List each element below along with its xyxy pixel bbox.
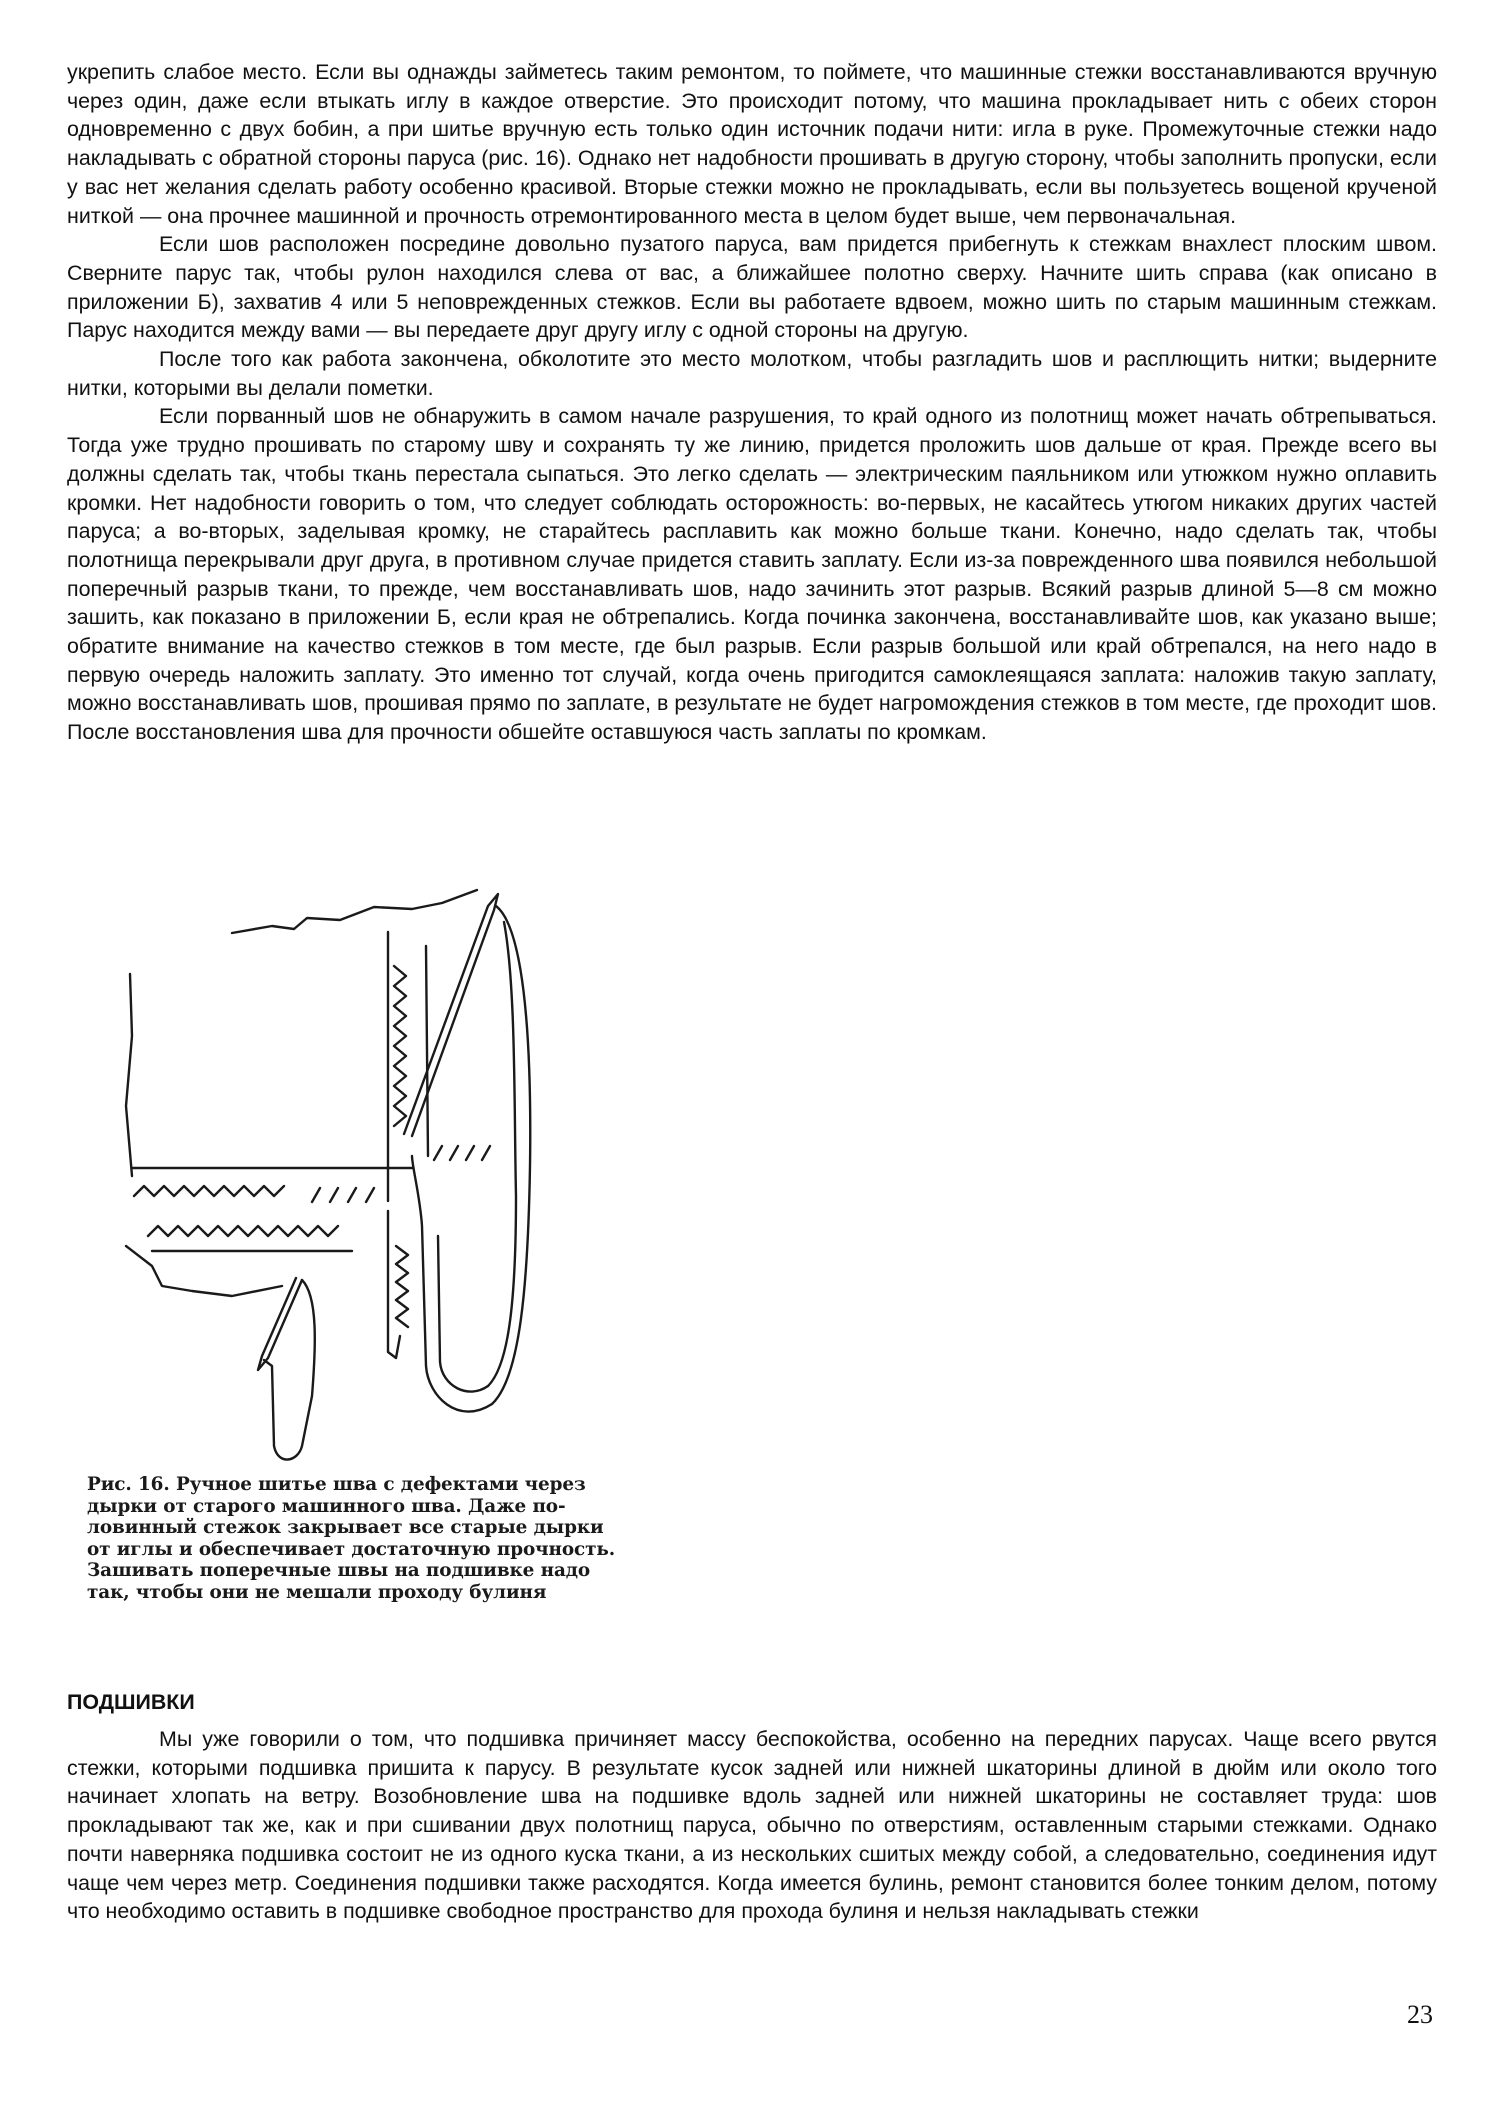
top-text-block [67,58,1437,747]
figure-16-illustration [112,866,712,1471]
page-number: 23 [1407,2000,1433,2029]
zigzag-stitch-lower [396,1246,408,1327]
document-page [67,58,1437,2098]
paragraph-1: укрепить слабое место. Если вы однажды займетесь таким ремонтом, то поймете, что машинные стежки восстанавливаются вручную через один, даже если втыкать иглу в каждое отверстие. Это происходит потому, что машина прокладывает нить с обеих сторон одновременно с двух бобин, а при шитье вручную есть только один источник подачи нити: игла в руке. Промежуточные стежки надо накладывать с обратной стороны паруса (рис. 16). Однако нет надобности прошивать в другую сторону, чтобы заполнить пропуски, если у вас нет желания сделать работу особенно красивой. Вторые стежки можно не прокладывать, если вы пользуетесь вощеной крученой ниткой — она прочнее машинной и прочность отремонтированного места в целом будет выше, чем первоначальная. [67,60,1437,228]
zigzag-stitch-horizontal-2 [148,1226,338,1236]
thread-loop-right [412,906,530,1412]
section-heading: ПОДШИВКИ [67,1690,195,1714]
zigzag-stitch-upper [394,966,406,1126]
caption-line: Рис. 16. Ручное шитье шва с дефектами через [87,1474,586,1495]
zigzag-stitch-horizontal [134,1186,284,1196]
thread-loop-right-inner [438,922,516,1392]
caption-line: дырки от старого машинного шва. Даже по- [87,1495,566,1517]
caption-line: Зашивать поперечные швы на подшивке надо [87,1560,591,1582]
figure-caption [87,1474,677,1604]
caption-line: так, чтобы они не мешали проходу булиня [87,1581,547,1603]
vertical-seam-right [426,946,428,1156]
sail-left-edge [126,974,132,1176]
section-paragraph: Мы уже говорили о том, что подшивка причиняет массу беспокойства, особенно на передних парусах. Чаще всего рвутся стежки, которыми подшивка пришита к парусу. В результате кусок задней или нижней шкаторины длиной в дюйм или около того начинает хлопать на ветру. Возобновление шва на подшивке вдоль задней или нижней шкаторины не составляет труда: шов прокладывают так же, как и при сшивании двух полотнищ паруса, обычно по отверстиям, оставленным старыми стежками. Однако почти наверняка подшивка состоит не из одного куска ткани, а из нескольких сшитых между собой, а следовательно, соединения идут чаще чем через метр. Соединения подшивки также расходятся. Когда имеется булинь, ремонт становится более тонким делом, потому что необходимо оставить в подшивке свободное пространство для прохода булиня и нельзя накладывать стежки [67,1727,1437,1924]
paragraph-4: Если порванный шов не обнаружить в самом начале разрушения, то край одного из полотнищ может начать обтрепываться. Тогда уже трудно прошивать по старому шву и сохранять ту же линию, придется проложить шов дальше от края. Прежде всего вы должны сделать так, чтобы ткань перестала сыпаться. Это легко сделать — электрическим паяльником или утюжком нужно оплавить кромки. Нет надобности говорить о том, что следует соблюдать осторожность: во-первых, не касайтесь утюгом никаких других частей паруса; а во-вторых, заделывая кромку, не старайтесь расплавить как можно больше ткани. Конечно, надо сделать так, чтобы полотнища перекрывали друг друга, в противном случае придется ставить заплату. Если из-за поврежденного шва появился небольшой поперечный разрыв ткани, то прежде, чем восстанавливать шов, надо зачинить этот разрыв. Всякий разрыв длиной 5—8 см можно зашить, как показано в приложении Б, если края не обтрепались. Когда починка закончена, восстанавливайте шов, как указано выше; обратите внимание на качество стежков в том месте, где был разрыв. Если разрыв большой или край обтрепался, на него надо в первую очередь наложить заплату. Это именно тот случай, когда очень пригодится самоклеящаяся заплата: наложив такую заплату, можно восстанавливать шов, прошивая прямо по заплате, в результате не будет нагромождения стежков в том месте, где проходит шов. После восстановления шва для прочности обшейте оставшуюся часть заплаты по кромкам. [67,404,1437,745]
caption-line: ловинный стежок закрывает все старые дырки [87,1517,604,1539]
needle-lower [258,1278,302,1370]
hand-stitches-row [312,1146,490,1202]
sail-lower-left-edge [126,1246,282,1296]
paragraph-3: После того как работа закончена, обколотите это место молотком, чтобы разгладить шов и расплющить нитки; выдерните нитки, которыми вы делали пометки. [67,347,1437,400]
section-text-block [67,1725,1437,1926]
needle-upper [404,894,498,1136]
paragraph-2: Если шов расположен посредине довольно пузатого паруса, вам придется прибегнуть к стежкам внахлест плоским швом. Сверните парус так, чтобы рулон находился слева от вас, а ближайшее полотно сверху. Начните шить справа (как описано в приложении Б), захватив 4 или 5 неповрежденных стежков. Если вы работаете вдвоем, можно шить по старым машинным стежкам. Парус находится между вами — вы передаете друг другу иглу с одной стороны на другую. [67,232,1437,343]
sail-torn-edge [232,890,477,933]
caption-line: от иглы и обеспечивает достаточную прочность. [87,1538,616,1560]
